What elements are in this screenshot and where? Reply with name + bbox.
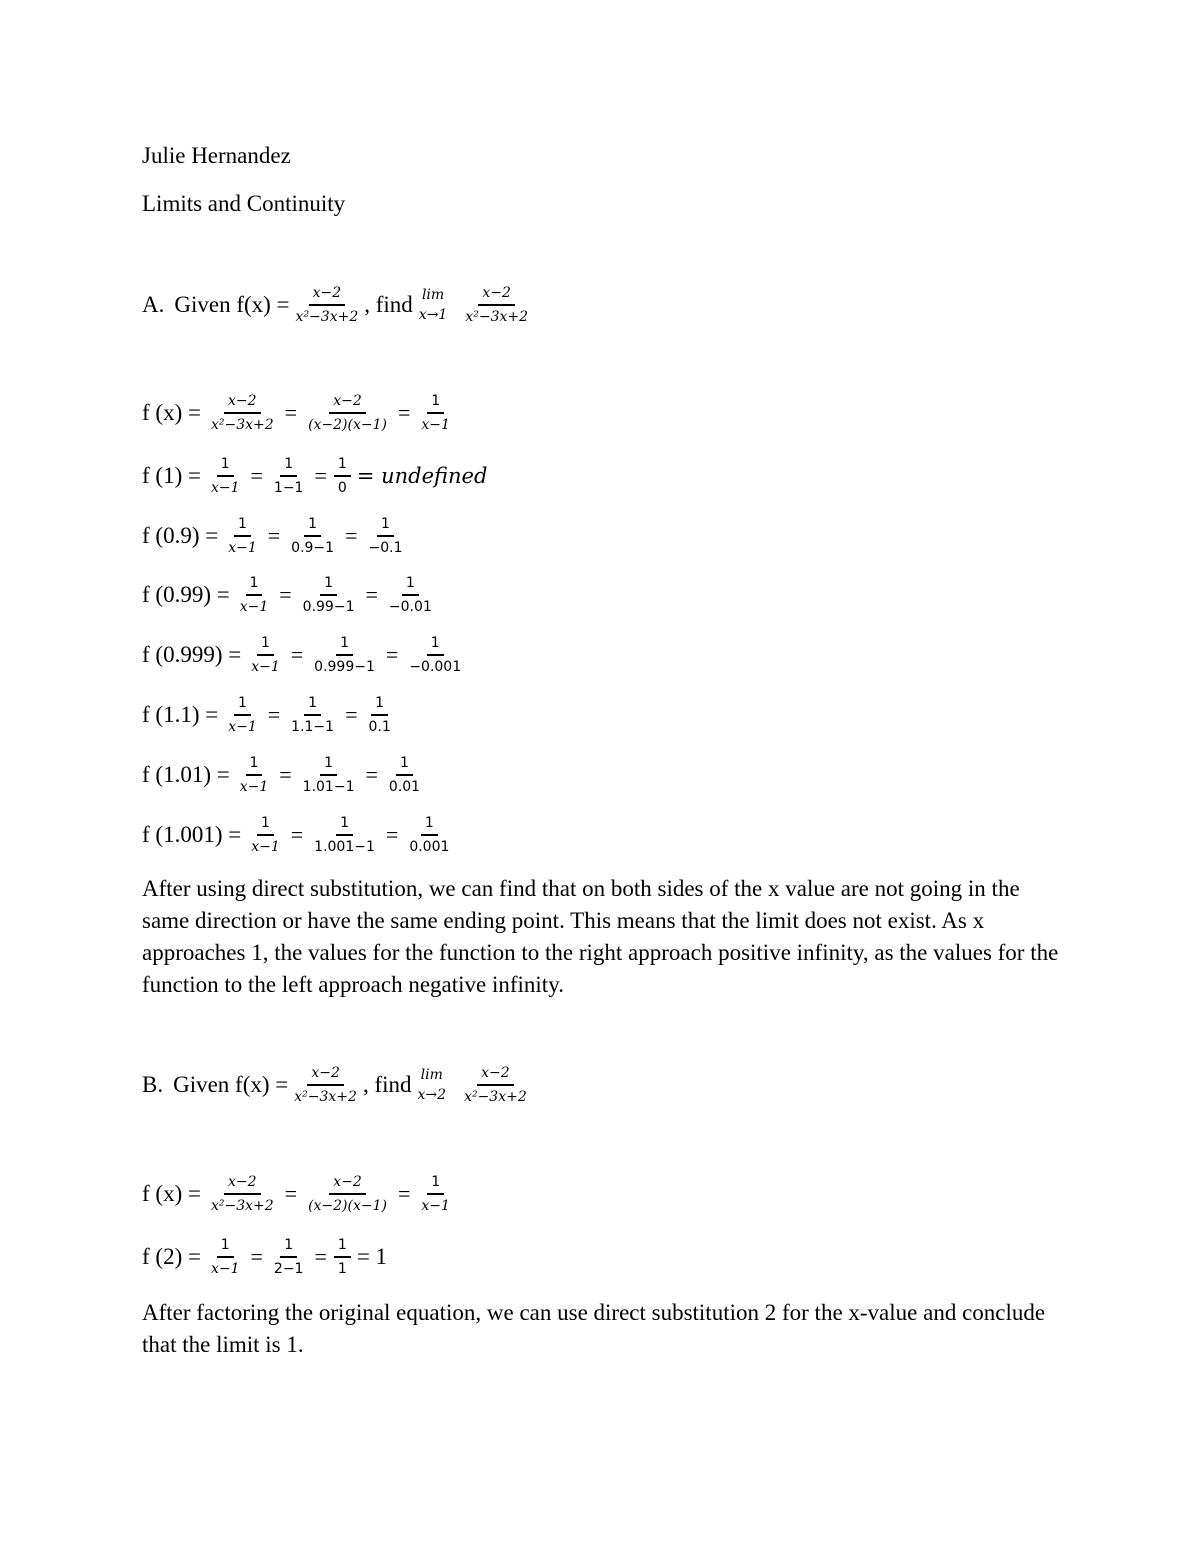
part-a-eval-row: f (1.001) = $\frac{1}{x-1}$ = $\frac{1}{1.001-1}$ = $\frac{1}{0.001}$: [142, 815, 450, 855]
part-a-eval-row: f (0.999) = $\frac{1}{x-1}$ = $\frac{1}{0.999-1}$ = $\frac{1}{-0.001}$: [142, 635, 462, 675]
part-a-eval-row: f (1) = $\frac{1}{x-1}$ = $\frac{1}{1-1}$ = $\frac{1}{0}$ = undefined: [142, 456, 488, 496]
part-b-limit-fraction: $\frac{x-2}{\text{x²−3x+2}}$: [464, 1065, 527, 1105]
part-b-find: , find: [362, 1072, 412, 1097]
part-a-problem: [142, 284, 534, 326]
part-a-limit-fraction: $\frac{x-2}{\text{x²−3x+2}}$: [465, 285, 529, 325]
part-a-label: A.: [142, 292, 165, 317]
document-title: Limits and Continuity: [142, 191, 346, 216]
part-a-limit: lim x→1: [418, 287, 448, 323]
part-b-eval-row: f (2) = $\frac{1}{x-1}$ = $\frac{1}{2-1}$ = $\frac{1}{1}$ = 1: [142, 1237, 388, 1277]
part-a-eval-row: f (1.01) = $\frac{1}{x-1}$ = $\frac{1}{1.01-1}$ = $\frac{1}{0.01}$: [142, 755, 421, 795]
part-a-eval-row: f (0.9) = $\frac{1}{x-1}$ = $\frac{1}{0.9-1}$ = $\frac{1}{-0.1}$: [142, 516, 403, 556]
part-a-given-fraction: $\frac{x-2}{\text{x²−3x+2}}$: [295, 285, 359, 325]
part-b-given-fraction: $\frac{x-2}{\text{x²−3x+2}}$: [294, 1065, 357, 1105]
author-name: Julie Hernandez: [142, 143, 291, 168]
part-b-fx-equation: f (x) = $\frac{x-2}{\text{x²−3x+2}}$ = $\frac{x-2}{(x-2)(x-1)}$ = $\frac{1}{x-1}$: [142, 1174, 450, 1214]
part-a-find: , find: [364, 292, 413, 317]
part-a-fx-equation: f (x) = $\frac{x-2}{\text{x²−3x+2}}$ = $\frac{x-2}{(x-2)(x-1)}$ = $\frac{1}{x-1}$: [142, 393, 450, 433]
part-a-eval-row: f (0.99) = $\frac{1}{x-1}$ = $\frac{1}{0.99-1}$ = $\frac{1}{-0.01}$: [142, 575, 432, 615]
part-b-problem: [142, 1064, 533, 1106]
part-b-conclusion: After factoring the original equation, we can use direct substitution 2 for the x-value and conclude that the limit is 1.: [142, 1300, 1046, 1357]
part-b-label: B.: [142, 1072, 164, 1097]
part-b-limit: lim x→2: [417, 1067, 447, 1103]
part-b-given: Given f(x) =: [173, 1072, 289, 1097]
part-a-given: Given f(x) =: [174, 292, 290, 317]
part-a-conclusion: After using direct substitution, we can find that on both sides of the x value are not going in the same direction or have the same ending point. This means that the limit does not exist. As x approaches 1, the values for the function to the right approach positive infinity, as the values for the function to the left approach negative infinity.: [142, 876, 1059, 997]
part-a-eval-row: f (1.1) = $\frac{1}{x-1}$ = $\frac{1}{1.1-1}$ = $\frac{1}{0.1}$: [142, 695, 391, 735]
